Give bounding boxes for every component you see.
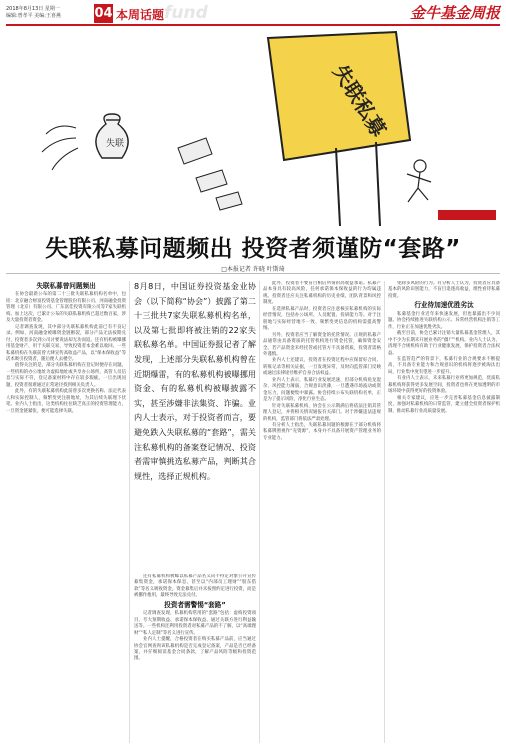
paragraph: 私募基金行业近年来快速发展，但也暴露出不少问题。协会持续推进失联机构公示、异常经营机构注销等工作，行业正在加速优胜劣汰。 bbox=[388, 311, 500, 330]
sign-text: 失联私募 bbox=[328, 60, 391, 141]
paragraph: 截至目前，协会已累计注销大量私募基金管理人，其中不少为长期未开展业务的“僵尸”机构。业内人士认为，清理不合规机构有助于行业健康发展，保护投资者合法权益。 bbox=[388, 331, 500, 356]
masthead-logo: 金牛基金周报 bbox=[409, 4, 500, 22]
section-ghost-text: fund bbox=[164, 3, 208, 23]
col4-subhead: 行业待加速优胜劣汰 bbox=[414, 301, 474, 310]
paragraph: 在选择私募产品时，投资者应注意核实私募机构的实际经营情况，包括办公场所、人员配置、投研能力等。对于注册地与实际经营地不一致、频繁变更信息的机构需提高警惕。 bbox=[263, 306, 381, 332]
column-divider bbox=[129, 281, 130, 743]
paragraph: 还有私募机构被曝以私募产品名义向不特定对象公开宣传募集资金，承诺保本保息，甚至以“内部员工理财”“股东借款”等名义吸收资金。资金募集后并未按照约定进行投资，而是被挪作他用，最终导致无法兑付。 bbox=[134, 574, 256, 599]
column-4 bbox=[388, 281, 500, 743]
date-line: 2018年8月13日 星期一 bbox=[6, 6, 60, 12]
column-divider bbox=[259, 281, 260, 743]
paragraph: 值得关注的是，部分失联私募机构在登记时便存在问题。一些机构的办公地址为虚拟地址或共享办公场所，高管人员信息与实际不符，登记备案材料中存在较多瑕疵。一旦出现问题，投资者很难通过正常途径找到相关负责人。 bbox=[6, 363, 126, 388]
trap-label: 失联 bbox=[106, 139, 125, 149]
column-1 bbox=[6, 281, 126, 743]
paragraph: 业内人士表示，私募行业发展迅速，但部分机构鱼龙混杂，风控能力薄弱，合规意识淡薄，一旦遭遇市场波动或资金压力，问题便集中暴露。协会持续公布失联机构名单，正是为了提示风险，净化行业生态。 bbox=[263, 377, 381, 403]
paragraph: 业内人士提醒，合格投资者在购买私募产品前，应当通过协会官网查询该私募机构是否完成登记备案，产品是否已经备案，并仔细阅读基金合同条款，了解产品风险等级和投资范围。 bbox=[134, 637, 256, 662]
article-byline: □本报记者 许晓 叶斯琦 bbox=[221, 266, 285, 273]
col1-subhead: 失联私募曾问题频出 bbox=[36, 282, 96, 290]
paragraph: 相关专家建议，应进一步完善私募基金信息披露制度，加强对私募机构的日常监管，建立健全投资者保护机制，推动私募行业高质量发展。 bbox=[388, 395, 500, 414]
header-meta bbox=[6, 6, 61, 20]
divider bbox=[6, 273, 500, 274]
paragraph: 此外，有的失联私募机构此前曾多次更换名称、法定代表人和实际控制人，频繁变更注册地址，为其后续失联埋下伏笔。业内人士指出，这类机构往往缺乏真正的投资管理能力，一旦资金链紧张，便可能选择失联。 bbox=[6, 389, 126, 414]
paragraph: 记者调查发现，私募机构常用的“套路”包括：虚构投资项目、夸大预期收益、承诺保本保收益、通过关联方进行利益输送等。一些机构还利用投资者对私募产品的不了解，以“高端理财”“私人定制”等名义进行宣传。 bbox=[134, 611, 256, 636]
paragraph: 另外，投资者应当了解资金的托管情况。正规的私募产品通常由具备资质的托管机构进行资金托管，确保资金安全。若产品资金未经托管或托管方不具备资质，投资者需格外谨慎。 bbox=[263, 332, 381, 357]
column-3 bbox=[263, 281, 381, 743]
paragraph: 此外，投资者不要盲目相信所谓的高收益承诺。私募产品本身具有较高风险，任何承诺保本保收益的行为均属违规。投资者还应关注私募机构的历史业绩、团队背景和风控制度。 bbox=[263, 281, 381, 306]
paragraph: 有业内人士表示，未来私募行业将更加规范，优质私募机构将获得更多发展空间，投资者也将在更加透明的市场环境中获得更好的投资体验。 bbox=[388, 376, 500, 395]
paragraph: 有分析人士指出，失联私募问题的根源在于部分机构将私募牌照视作“壳资源”，本身并不具备开展资产管理业务的专业能力。 bbox=[263, 422, 381, 441]
illustration-credit-tag bbox=[438, 210, 496, 220]
column-divider bbox=[384, 281, 385, 743]
paragraph: 在协会最新公布的第二十三批失联私募机构名单中，包括：北京融合财富投资基金管理股份有限公司、河南融金投资管理（北京）有限公司、广东富佳投资有限公司等7家失联机构。加上这次，已累计公布的失联私募机构已超过数百家，涉及大量投资者资金。 bbox=[6, 292, 126, 324]
section-title: 本周话题 bbox=[116, 8, 165, 22]
paragraph: 记者调查发现，其中部分失联私募机构此前已有不良记录。例如，河南融金被曝资金链断裂，部分产品无法按期兑付，投资者多次到公司讨要说法却无功而返。还有机构被曝挪用基金财产，用于关联交易，导致投资者本金难以收回。一些私募机构在失联前曾大肆宣传高收益产品，以“保本保收益”等话术吸引投资者，随后便人去楼空。 bbox=[6, 324, 126, 362]
paragraph: 业内人士还建议，投资者在投资过程中应保留好合同、转账记录等相关证据，一旦发现异常，及时向监管部门反映或通过法律途径维护自身合法权益。 bbox=[263, 358, 381, 377]
paragraph: 针对失联私募机构，协会在公示期满后将依法注销其管理人登记，并将相关情况通报有关部门。对于涉嫌违法违规的机构，监管部门将依法严肃处理。 bbox=[263, 403, 381, 422]
lead-paragraph: 8月8日，中国证券投资基金业协会（以下简称“协会”）披露了第二十三批共7家失联私募机构名单，以及第七批即将被注销的22家失联私募名单。中国证券报记者了解发现，上述部分失联私募机构曾在近期爆雷，有的私募机构被曝挪用资金、有的私募机构被曝披露不实，甚至涉嫌非法集资、诈骗。业内人士表示，对于投资者而言，要避免跌入失联私募的“套路”，需关注私募机构的备案登记情况、投资者需审慎挑选私募产品，判断其合规性，选择正规机构。 bbox=[134, 281, 256, 481]
col2-subhead: 投资者需警惕“套路” bbox=[164, 600, 226, 609]
paragraph: 在监管趋严的背景下，私募行业的合规要求不断提高，不具备专业能力和合规意识的机构将逐步被淘汰出局，行业集中度有望进一步提升。 bbox=[388, 356, 500, 375]
editor-line: 编辑:曾孝平 美编:王喜燕 bbox=[6, 13, 61, 19]
illustration bbox=[6, 28, 500, 226]
article-headline: 失联私募问题频出 投资者须谨防“套路” bbox=[45, 236, 461, 262]
header-rule bbox=[6, 24, 500, 26]
paragraph: 免除多风险的行为。有分析人士认为，投资者应具备基本的风险识别能力，不盲目追逐高收益，理性看待私募投资。 bbox=[388, 281, 500, 299]
column-2 bbox=[134, 574, 256, 743]
illustration-svg bbox=[6, 28, 500, 226]
section-number: 04 bbox=[94, 6, 113, 21]
